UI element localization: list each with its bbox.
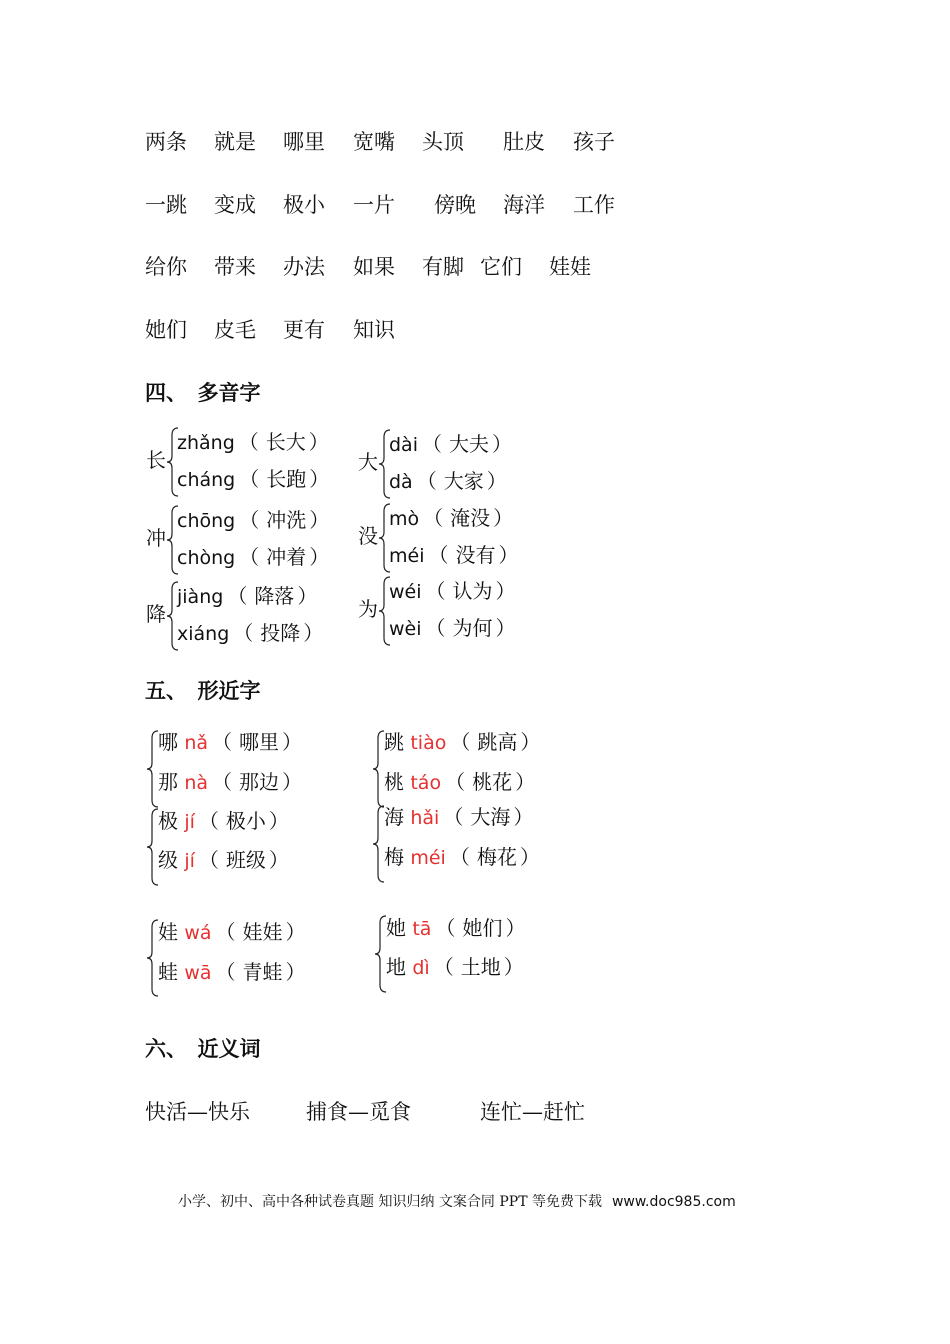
word: 娃娃 — [549, 255, 591, 279]
word: 办法 — [283, 255, 325, 279]
section-heading: 四、 多音字 — [145, 380, 261, 405]
polyphone-row: dài （ 大夫 ） — [389, 432, 512, 456]
section-heading: 六、 近义词 — [145, 1036, 261, 1061]
word: 变成 — [214, 193, 256, 217]
similar-row: 跳 tiào （ 跳高 ） — [384, 730, 541, 754]
polyphone-row: méi （ 没有 ） — [389, 543, 519, 567]
similar-row: 那 nà （ 那边 ） — [158, 770, 303, 794]
similar-row: 地 dì （ 土地 ） — [386, 955, 524, 979]
word: 带来 — [214, 255, 256, 279]
polyphone-row: xiáng （ 投降 ） — [177, 621, 324, 645]
word: 孩子 — [573, 130, 615, 154]
similar-row: 娃 wá （ 娃娃 ） — [158, 920, 306, 944]
word: 知识 — [353, 318, 395, 342]
word: 哪里 — [283, 130, 325, 154]
word: 它们 — [480, 255, 522, 279]
polyphone-row: jiàng （ 降落 ） — [177, 584, 318, 608]
polyphone-row: cháng （ 长跑 ） — [177, 467, 330, 491]
polyphone-char: 大 — [358, 450, 378, 474]
word: 两条 — [145, 130, 187, 154]
synonym-pair: 连忙—赶忙 — [480, 1100, 585, 1124]
polyphone-char: 没 — [358, 524, 378, 548]
similar-row: 极 jí （ 极小 ） — [158, 809, 289, 833]
word: 有脚 — [422, 255, 464, 279]
similar-row: 蛙 wā （ 青蛙 ） — [158, 960, 306, 984]
word: 头顶 — [422, 130, 464, 154]
similar-row: 她 tā （ 她们 ） — [386, 916, 526, 940]
polyphone-row: chòng （ 冲着 ） — [177, 545, 330, 569]
similar-row: 哪 nǎ （ 哪里 ） — [158, 730, 303, 754]
footer-text: 小学、初中、高中各种试卷真题 知识归纳 文案合同 PPT 等免费下载 — [178, 1194, 602, 1210]
word: 皮毛 — [214, 318, 256, 342]
polyphone-row: dà （ 大家 ） — [389, 469, 507, 493]
word: 如果 — [353, 255, 395, 279]
polyphone-char: 长 — [146, 448, 166, 472]
section-heading: 五、 形近字 — [145, 678, 261, 703]
word: 极小 — [283, 193, 325, 217]
synonym-pair: 快活—快乐 — [145, 1100, 250, 1124]
word: 给你 — [145, 255, 187, 279]
polyphone-row: chōng （ 冲洗 ） — [177, 508, 330, 532]
word: 海洋 — [503, 193, 545, 217]
polyphone-char: 为 — [358, 597, 378, 621]
word: 一片 — [353, 193, 395, 217]
word: 一跳 — [145, 193, 187, 217]
polyphone-row: mò （ 淹没 ） — [389, 506, 514, 530]
synonym-pair: 捕食—觅食 — [306, 1100, 411, 1124]
word: 肚皮 — [503, 130, 545, 154]
similar-row: 海 hǎi （ 大海 ） — [384, 805, 534, 829]
polyphone-row: wèi （ 为何 ） — [389, 616, 516, 640]
word: 更有 — [283, 318, 325, 342]
word: 宽嘴 — [353, 130, 395, 154]
word: 工作 — [573, 193, 615, 217]
polyphone-row: wéi （ 认为 ） — [389, 579, 516, 603]
similar-row: 桃 táo （ 桃花 ） — [384, 770, 536, 794]
word: 她们 — [145, 318, 187, 342]
similar-row: 梅 méi （ 梅花 ） — [384, 845, 540, 869]
polyphone-char: 降 — [146, 602, 166, 626]
word: 就是 — [214, 130, 256, 154]
footer-link[interactable]: www.doc985.com — [611, 1194, 736, 1210]
word: 傍晚 — [434, 193, 476, 217]
polyphone-char: 冲 — [146, 526, 166, 550]
polyphone-row: zhǎng （ 长大 ） — [177, 430, 329, 454]
footer — [178, 1191, 736, 1211]
similar-row: 级 jí （ 班级 ） — [158, 848, 289, 872]
